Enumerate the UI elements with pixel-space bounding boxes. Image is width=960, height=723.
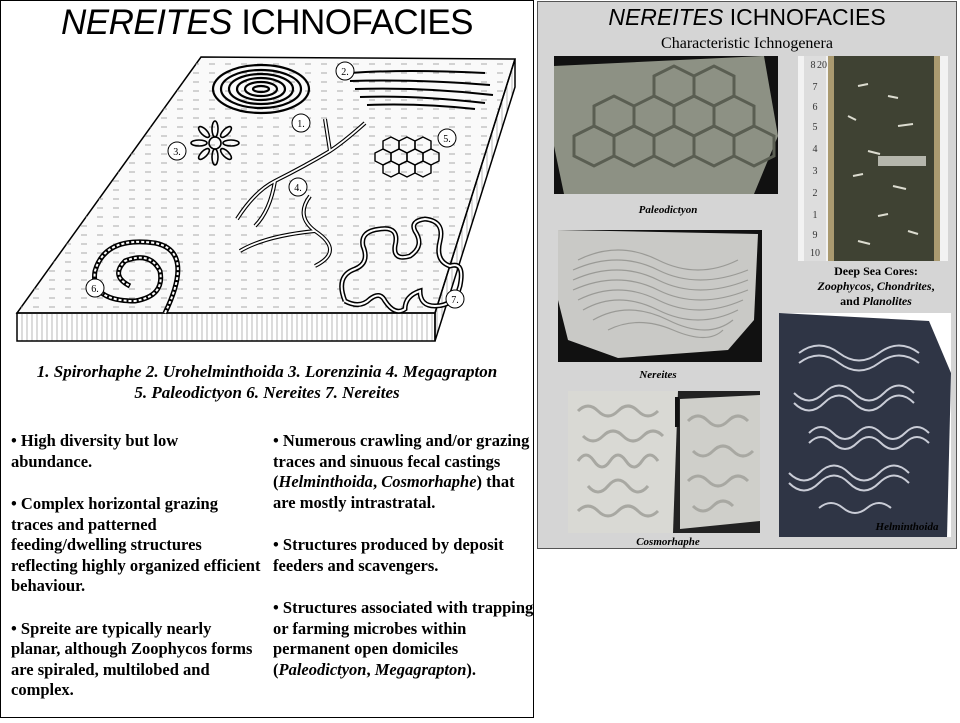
helminthoida-photo (779, 313, 951, 537)
nereites-photo (558, 230, 762, 362)
caption-line-2: 5. Paleodictyon 6. Nereites 7. Nereites (134, 383, 400, 402)
caption-line-1: 1. Spirorhaphe 2. Urohelminthoida 3. Lorenzinia 4. Megagrapton (36, 362, 498, 381)
label-circle-7 (446, 290, 464, 308)
bullet-diversity: • High diversity but low abundance. (11, 431, 179, 471)
title-italic: NEREITES (60, 3, 233, 42)
diagram-caption (1, 361, 533, 403)
text: , (372, 472, 382, 491)
core-scale-label: 7 (812, 82, 818, 93)
text: ) that are mostly intrastratal. (273, 472, 515, 512)
text: , (366, 659, 375, 679)
deep-sea-title: Deep Sea Cores: (834, 264, 918, 278)
core-scale-label: 10 (810, 248, 820, 259)
number-7: 7. (451, 295, 459, 306)
title-rest: ICHNOFACIES (232, 3, 474, 42)
genus-zoophycos: Zoophycos (817, 279, 871, 293)
core-scale-label: 8 (810, 60, 816, 71)
bullet-trapping-microbes (273, 598, 535, 680)
genus-chondrites: Chondrites (876, 279, 932, 293)
deep-sea-cores-label (796, 264, 956, 309)
label-helminthoida: Helminthoida (875, 521, 939, 533)
core-scale-label: 3 (812, 166, 818, 177)
label-nereites: Nereites (639, 369, 677, 381)
bullets-right (273, 431, 535, 702)
left-title (1, 3, 533, 43)
block-diagram (15, 51, 521, 351)
core-scale-label: 6 (812, 102, 818, 113)
label-paleodictyon: Paleodictyon (638, 204, 698, 216)
number-2: 2. (341, 67, 349, 78)
number-5: 5. (443, 134, 451, 145)
cosmorhaphe-photo (568, 391, 760, 533)
deep-sea-genera-2 (796, 294, 956, 309)
right-panel (537, 1, 957, 549)
text: ). (466, 659, 477, 679)
bullets-left (11, 431, 261, 723)
deep-sea-genera (796, 279, 956, 294)
bullet-deposit-feeders: • Structures produced by deposit feeders and scavengers. (273, 535, 504, 575)
label-circle-5 (438, 129, 456, 147)
bullet-spreite: • Spreite are typically nearly planar, although Zoophycos forms are spiraled, multilobed and complex. (11, 618, 253, 699)
block-front-face (17, 313, 435, 341)
label-circle-3 (168, 142, 186, 160)
number-6: 6. (91, 284, 99, 295)
label-cosmorhaphe: Cosmorhaphe (636, 536, 700, 548)
right-title (538, 4, 956, 31)
number-1: 1. (297, 119, 305, 130)
core-scale-label: 5 (812, 122, 818, 133)
title-rest: ICHNOFACIES (723, 4, 886, 30)
paleodictyon-photo (554, 56, 778, 194)
core-scale-label: 9 (812, 230, 818, 241)
text: • Structures associated with trapping or farming microbes within permanent open domiciles ( (273, 598, 534, 679)
right-subtitle: Characteristic Ichnogenera (661, 35, 833, 52)
text-italic: Paleodictyon (278, 659, 367, 679)
core-scale-label: 2 (812, 188, 818, 199)
label-circle-2 (336, 62, 354, 80)
deep-sea-core-photo (798, 56, 948, 261)
title-italic: NEREITES (608, 4, 724, 30)
label-circle-6 (86, 279, 104, 297)
number-4: 4. (294, 183, 302, 194)
label-circle-4 (289, 178, 307, 196)
number-3: 3. (173, 147, 181, 158)
text-italic: Helminthoida (278, 472, 373, 491)
text: and (840, 294, 863, 308)
bullet-crawling-traces (273, 431, 535, 513)
text: , (870, 279, 877, 293)
text: • Numerous crawling and/or grazing traces and sinuous fecal castings ( (273, 431, 530, 491)
text-italic: Megagrapton (374, 659, 467, 679)
core-scale-label: 20 (817, 60, 827, 71)
text-italic: Cosmorhaphe (381, 472, 477, 491)
bullet-grazing-traces: • Complex horizontal grazing traces and patterned feeding/dwelling structures reflecting highly organized efficient behaviour. (11, 494, 261, 595)
genus-planolites: Planolites (862, 294, 912, 308)
core-scale-label: 4 (812, 144, 818, 155)
text: , (931, 279, 935, 293)
label-circle-1 (292, 114, 310, 132)
core-scale-label: 1 (812, 210, 818, 221)
